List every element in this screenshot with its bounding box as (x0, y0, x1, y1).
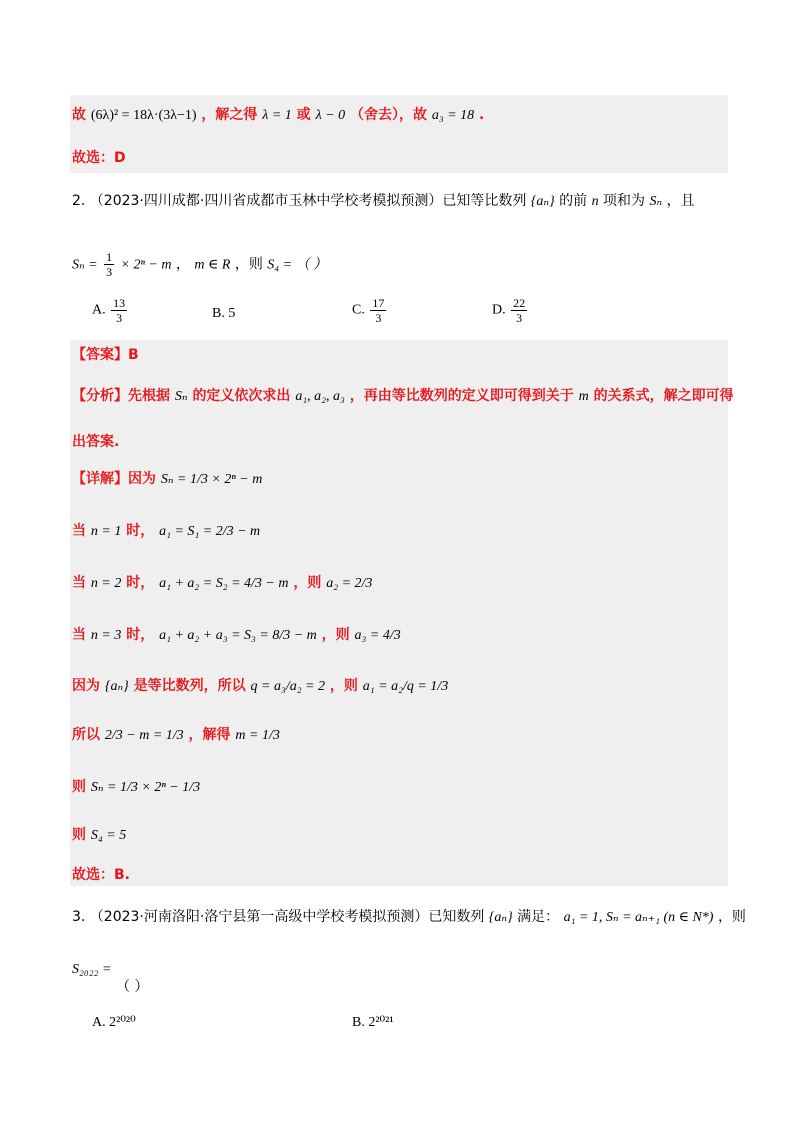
q3-sum: S₂₀₂₂ = (72, 962, 112, 977)
detail-geometric: 因为 {aₙ} 是等比数列，所以 q = a₃/a₂ = 2 ，则 a₁ = a₂/q = 1/3 (72, 678, 449, 694)
detail-n2: 当 n = 2 时， a₁ + a₂ = S₂ = 4/3 − m ，则 a₂ = 2/3 (72, 575, 373, 591)
q2-condition: Sₙ = $\frac{1}{3}$ × 2ⁿ − m ， m ∈ R ，则 S₄ = （ ） (72, 250, 328, 279)
prev-choose: 故选：D (72, 150, 126, 166)
fraction-one-third: $\frac{1}{3}$ (106, 250, 113, 279)
q2-option-d[interactable]: D. $\frac{22}{3}$ (492, 296, 526, 325)
q2-stem: 2. （2023·四川成都·四川省成都市玉林中学校考模拟预测）已知等比数列 {aₙ} 的前 n 项和为 Sₙ ，且 (72, 193, 695, 209)
q3-option-b[interactable]: B. 2²⁰²¹ (352, 1015, 394, 1030)
q2-option-b[interactable]: B. 5 (212, 306, 236, 321)
prev-solution-line: 故 (6λ)² = 18λ·(3λ−1) ，解之得 λ = 1 或 λ − 0 （舍去），故 a₃ = 18 . (72, 107, 485, 123)
answer-label: 【答案】B (72, 347, 139, 363)
detail-line: 【详解】因为 Sₙ = 1/3 × 2ⁿ − m (72, 471, 263, 487)
detail-n1: 当 n = 1 时， a₁ = S₁ = 2/3 − m (72, 523, 261, 539)
detail-s4: 则 S₄ = 5 (72, 827, 127, 843)
answer-solution-block (70, 340, 728, 886)
q2-option-c[interactable]: C. $\frac{17}{3}$ (352, 296, 385, 325)
detail-solve-m: 所以 2/3 − m = 1/3 ，解得 m = 1/3 (72, 727, 280, 743)
detail-sn: 则 Sₙ = 1/3 × 2ⁿ − 1/3 (72, 779, 201, 795)
prev-equation: (6λ)² = 18λ·(3λ−1) (90, 108, 197, 123)
analysis-line-1: 【分析】先根据 Sₙ 的定义依次求出 a₁, a₂, a₃ ，再由等比数列的定义即可得到关于 m 的关系式，解之即可得 (72, 388, 734, 404)
q3-blank: （ ） (116, 979, 149, 995)
detail-n3: 当 n = 3 时， a₁ + a₂ + a₃ = S₃ = 8/3 − m ，则 a₃ = 4/3 (72, 627, 401, 643)
answer-choose: 故选：B. (72, 867, 130, 883)
q3-option-a[interactable]: A. 2²⁰²⁰ (92, 1015, 136, 1030)
analysis-line-2: 出答案. (72, 434, 120, 450)
q2-option-a[interactable]: A. $\frac{13}{3}$ (92, 296, 126, 325)
q3-stem: 3. （2023·河南洛阳·洛宁县第一高级中学校考模拟预测）已知数列 {aₙ} 满足： a₁ = 1, Sₙ = aₙ₊₁ (n ∈ N*) ，则 (72, 909, 746, 925)
